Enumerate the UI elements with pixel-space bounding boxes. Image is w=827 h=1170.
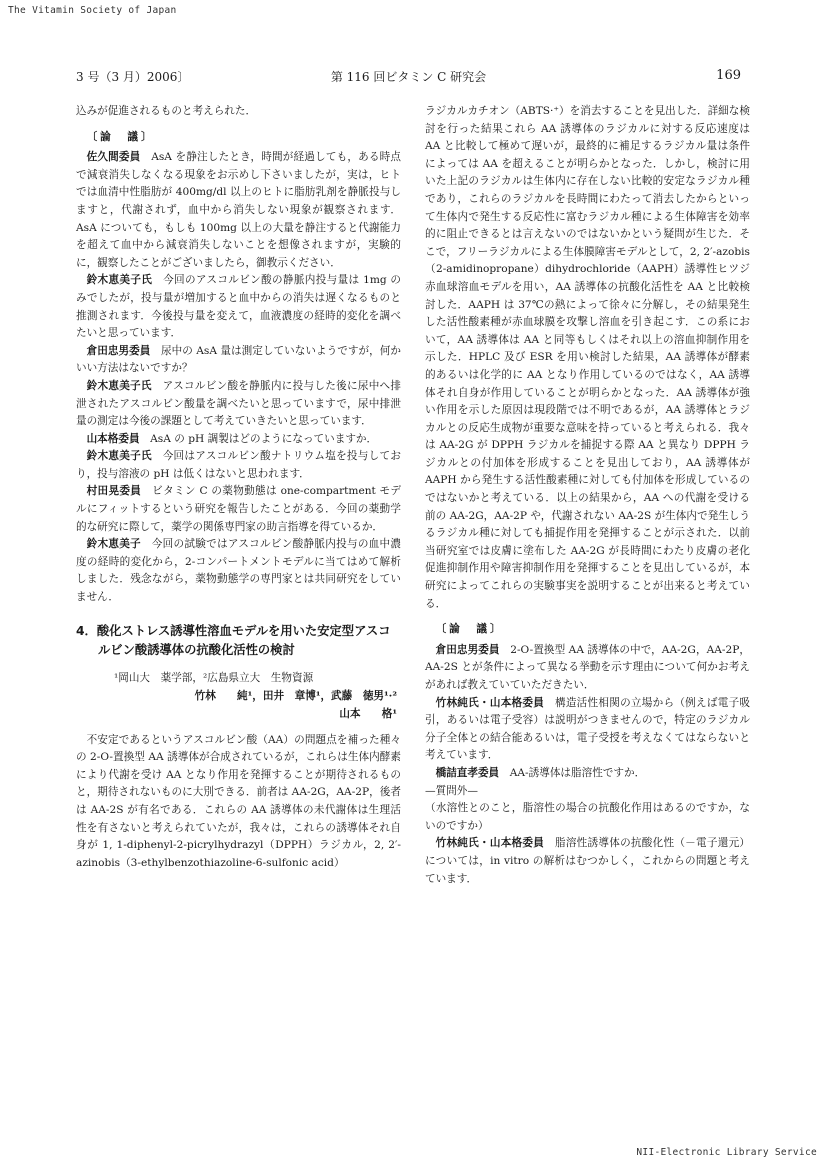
right-column [425,103,750,888]
discussion-entry [76,536,401,606]
speaker-name: 竹林純氏・山本格委員 [435,696,545,709]
continued-paragraph: 込みが促進されるものと考えられた． [76,105,257,117]
remark-text: AA-誘導体は脂溶性ですか． [509,766,646,779]
speaker-name: 橋詰直孝委員 [435,766,500,779]
remark-text: AsA を静注したとき，時間が経過しても，ある時点で減衰消失しなくなる現象をお示めし下さいましたが，実は，ヒトでは血清中性脂肪が 400mg/dl 以上のヒトに脂肪乳剤を静脈投与しますと，代謝されず，血中から消失しない現象が観察されます．AsA についても，もしも 100mg 以上の大量を静注すると代謝能力を超えて血中から減衰消失しないことを想像されますが，実験的に，観察したことがございましたら，御教示ください． [76,151,402,269]
discussion-entry [76,431,401,449]
left-column [76,103,401,872]
running-header [76,68,741,86]
discussion-heading: 〔論 議〕 [435,623,504,636]
discussion-entry [76,378,401,431]
speaker-name: 村田晃委員 [86,485,142,498]
speaker-name: 倉田忠男委員 [435,643,500,656]
footer-stamp: NII-Electronic Library Service [636,1147,817,1158]
discussion-entry [425,642,750,695]
source-stamp: The Vitamin Society of Japan [8,5,177,16]
speaker-name: 鈴木恵美子氏 [86,274,153,287]
off-record-label: —質問外— [425,784,478,797]
speaker-name: 竹林純氏・山本格委員 [435,837,545,850]
remark-text: AsA の pH 調製はどのようになっていますか． [150,432,378,445]
author-list: 山本 格¹ [339,707,397,720]
remark-text: 今回のアスコルビン酸の静脈内投与量は 1mg のみでしたが，投与量が増加すると血中からの消失は遅くなるものと推測されます．今後投与量を変えて，血液濃度の経時的変化を調べたいと思っています． [76,274,402,340]
journal-title: 第 116 回ビタミン C 研究会 [330,70,487,84]
speaker-name: 山本格委員 [86,432,140,445]
discussion-entry [76,272,401,342]
discussion-heading: 〔論 議〕 [86,130,155,143]
remark-text: 今回はアスコルビン酸ナトリウム塩を投与しており，投与溶液の pH は低くはないと思われます． [76,450,402,480]
page-number: 169 [716,68,741,83]
discussion-entry [76,448,401,483]
speaker-name: 鈴木恵美子氏 [86,379,152,392]
remark-text: 脂溶性誘導体の抗酸化性（－電子還元）については，in vitro の解析はむつかしく，これからの問題と考えています． [425,837,751,885]
speaker-name: 倉田忠男委員 [86,344,151,357]
speaker-name: 鈴木恵美子 [86,538,141,551]
issue-label: 3 号（3 月）2006〕 [76,70,190,84]
abstract-paragraph: 不安定であるというアスコルビン酸（AA）の問題点を補った種々の 2-O-置換型 AA 誘導体が合成されているが，これらは生体内酵素により代謝を受け AA となり作用を発揮することが期待されるものと，期待されないものに大別できる．前者は AA-2G，AA-2P，後者は AA-2S が有名である．これらの AA 誘導体の未代謝体は生理活性を有さないと考えられていたが，我々は，これらの誘導体それ自身が 1, 1-diphenyl-2-picrylhydrazyl（DPPH）ラジカル，2, 2′-azinobis（3-ethylbenzothiazoline-6-sulfonic acid） [76,733,401,869]
discussion-entry [425,835,750,888]
discussion-entry [425,765,750,783]
abstract-continued: ラジカルカチオン（ABTS·⁺）を消去することを見出した．詳細な検討を行った結果これら AA 誘導体のラジカルに対する反応速度は AA と比較して極めて遅いが，最終的に補足するラジカル量は条件によっては AA を超えることが明らかとなった．しかし，検討に用いた上記のラジカルは生体内に存在しない比較的安定なラジカル種であり，これらのラジカルを長時間にわたって消去したからといって生体内で発生する反応性に富むラジカル種による生体障害を効率的に阻止できるとは言えないのではないかという疑問が生じた．そこで，フリーラジカルによる生体膜障害モデルとして，2, 2′-azobis（2-amidinopropane）dihydrochloride（AAPH）誘導性ヒツジ赤血球溶血モデルを用い，AA 誘導体の抗酸化活性を AA と比較検討した．AAPH は 37℃の熱によって徐々に分解し，その結果発生した活性酸素種が赤血球膜を攻撃し溶血を引き起こす．この系において，AA 誘導体は AA と同等もしくはそれ以上の溶血抑制作用を示した．HPLC 及び ESR を用い検討した結果，AA 誘導体が酵素的あるいは化学的に AA となり作用しているのではなく，AA 誘導体それ自身が作用していることが明らかとなった．AA 誘導体が強い作用を示した原因は現段階では不明であるが，AA 誘導体とラジカルとの反応生成物が重要な意味を持っていると考えられる．我々は AA-2G が DPPH ラジカルを捕捉する際 AA と異なり DPPH ラジカルとの付加体を形成することを見出しており，AA 誘導体が AAPH から発生する活性酸素種に対しても付加体を形成しているのではないかと考えている．以上の結果から，AA への代謝を受ける前の AA-2G，AA-2P や，代謝されない AA-2S が生体内で発生しうるラジカル種に対しても捕捉作用を発揮することが示された．以前当研究室では皮膚に塗布した AA-2G が長時間にわたり皮膚の老化促進抑制作用や障害抑制作用を発揮することを見出しているが，本研究によってこれらの実験事実を説明することが出来ると考えている． [425,105,750,610]
remark-text: 今回の試験ではアスコルビン酸静脈内投与の血中濃度の経時的変化から，2-コンパートメントモデルに当てはめて解析しました．残念ながら，薬物動態学の専門家とは共同研究をしていません． [76,538,402,604]
remark-text: アスコルビン酸を静脈内に投与した後に尿中へ排泄されたアスコルビン酸量を調べたいと思っていますで，尿中排泄量の測定は今後の課題として考えていきたいと思っています． [76,379,402,428]
discussion-entry [76,483,401,536]
off-record-text: （水溶性とのこと，脂溶性の場合の抗酸化作用はあるのですか，ないのですか） [425,802,750,832]
remark-text: 尿中の AsA 量は測定していないようですが，何かいい方法はないですか？ [76,344,402,375]
discussion-entry [76,149,401,272]
remark-text: 構造活性相関の立場から（例えば電子吸引，あるいは電子受容）は説明がつきませんので，特定のラジカル分子全体との結合能あるいは，電子受授を考えなくてはならないと考えています． [425,696,751,762]
affiliation: ¹岡山大 薬学部，²広島県立大 生物資源 [114,671,314,684]
discussion-entry [425,695,750,765]
discussion-entry [76,343,401,378]
remark-text: 2-O-置換型 AA 誘導体の中で，AA-2G，AA-2P，AA-2S とが条件によって異なる挙動を示す理由について何かお考えがあれば教えていていただきたい． [425,643,751,691]
speaker-name: 佐久間委員 [86,151,141,164]
author-list: 竹林 純¹，田井 章博¹，武藤 徳男¹·² [194,689,397,702]
speaker-name: 鈴木恵美子氏 [86,450,152,463]
section-title: 4．酸化ストレス誘導性溶血モデルを用いた安定型アスコルビン酸誘導体の抗酸化活性の検討 [76,623,391,657]
remark-text: ビタミン C の薬物動態は one-compartment モデルにフィットするという研究を報告したことがある．今回の薬動学的な研究に際して，薬学の関係専門家の助言指導を得ているか． [76,485,402,533]
